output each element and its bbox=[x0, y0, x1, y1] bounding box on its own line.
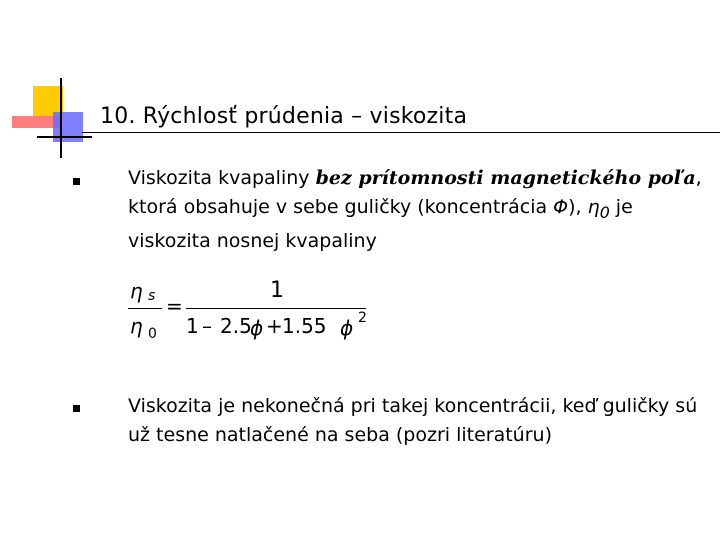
formula-den-coef-b: 1.55 bbox=[282, 314, 327, 338]
emphasis-text: bez prítomnosti magnetického poľa bbox=[315, 167, 696, 189]
eta-symbol: η bbox=[587, 196, 600, 218]
formula-eta-numerator: η bbox=[130, 279, 143, 303]
formula-den-phi-1: ϕ bbox=[250, 316, 264, 340]
bullet-text-1: Viskozita kvapaliny bez prítomnosti magnetického poľa, ktorá obsahuje v sebe guličky (koncentrácia Φ), $\eta_0$ je viskozita nosnej kvapaliny bbox=[128, 167, 702, 252]
formula-numerator: 1 bbox=[270, 278, 284, 303]
formula-equals: = bbox=[166, 294, 183, 318]
formula-subscript-s: s bbox=[148, 288, 156, 304]
formula-den-minus: – bbox=[202, 314, 212, 338]
bullet-square-icon bbox=[73, 405, 80, 412]
formula-den-one: 1 bbox=[186, 314, 199, 338]
bullet-text-2: Viskozita je nekonečná pri takej koncentrácii, keď guličky sú už tesne natlačené na seba (pozri literatúru) bbox=[128, 395, 698, 446]
formula-main-fraction-bar bbox=[186, 308, 366, 309]
eta-subscript: 0 bbox=[599, 202, 610, 222]
formula-subscript-0: 0 bbox=[148, 326, 157, 342]
title-ornament-horizontal-line bbox=[37, 136, 92, 138]
title-underline bbox=[82, 132, 720, 133]
title-ornament-vertical-line bbox=[60, 78, 62, 158]
formula-eta-denominator: η bbox=[130, 314, 143, 338]
viscosity-formula bbox=[128, 276, 388, 346]
formula-exponent: 2 bbox=[358, 310, 367, 326]
slide-title: 10. Rýchlosť prúdenia – viskozita bbox=[100, 104, 468, 129]
formula-left-fraction-bar bbox=[128, 308, 162, 309]
formula-den-plus: + bbox=[266, 314, 283, 338]
phi-symbol: Φ bbox=[553, 196, 569, 218]
formula-den-coef-a: 2.5 bbox=[220, 314, 252, 338]
bullet-square-icon bbox=[73, 178, 80, 185]
formula-den-phi-2: ϕ bbox=[340, 316, 354, 340]
